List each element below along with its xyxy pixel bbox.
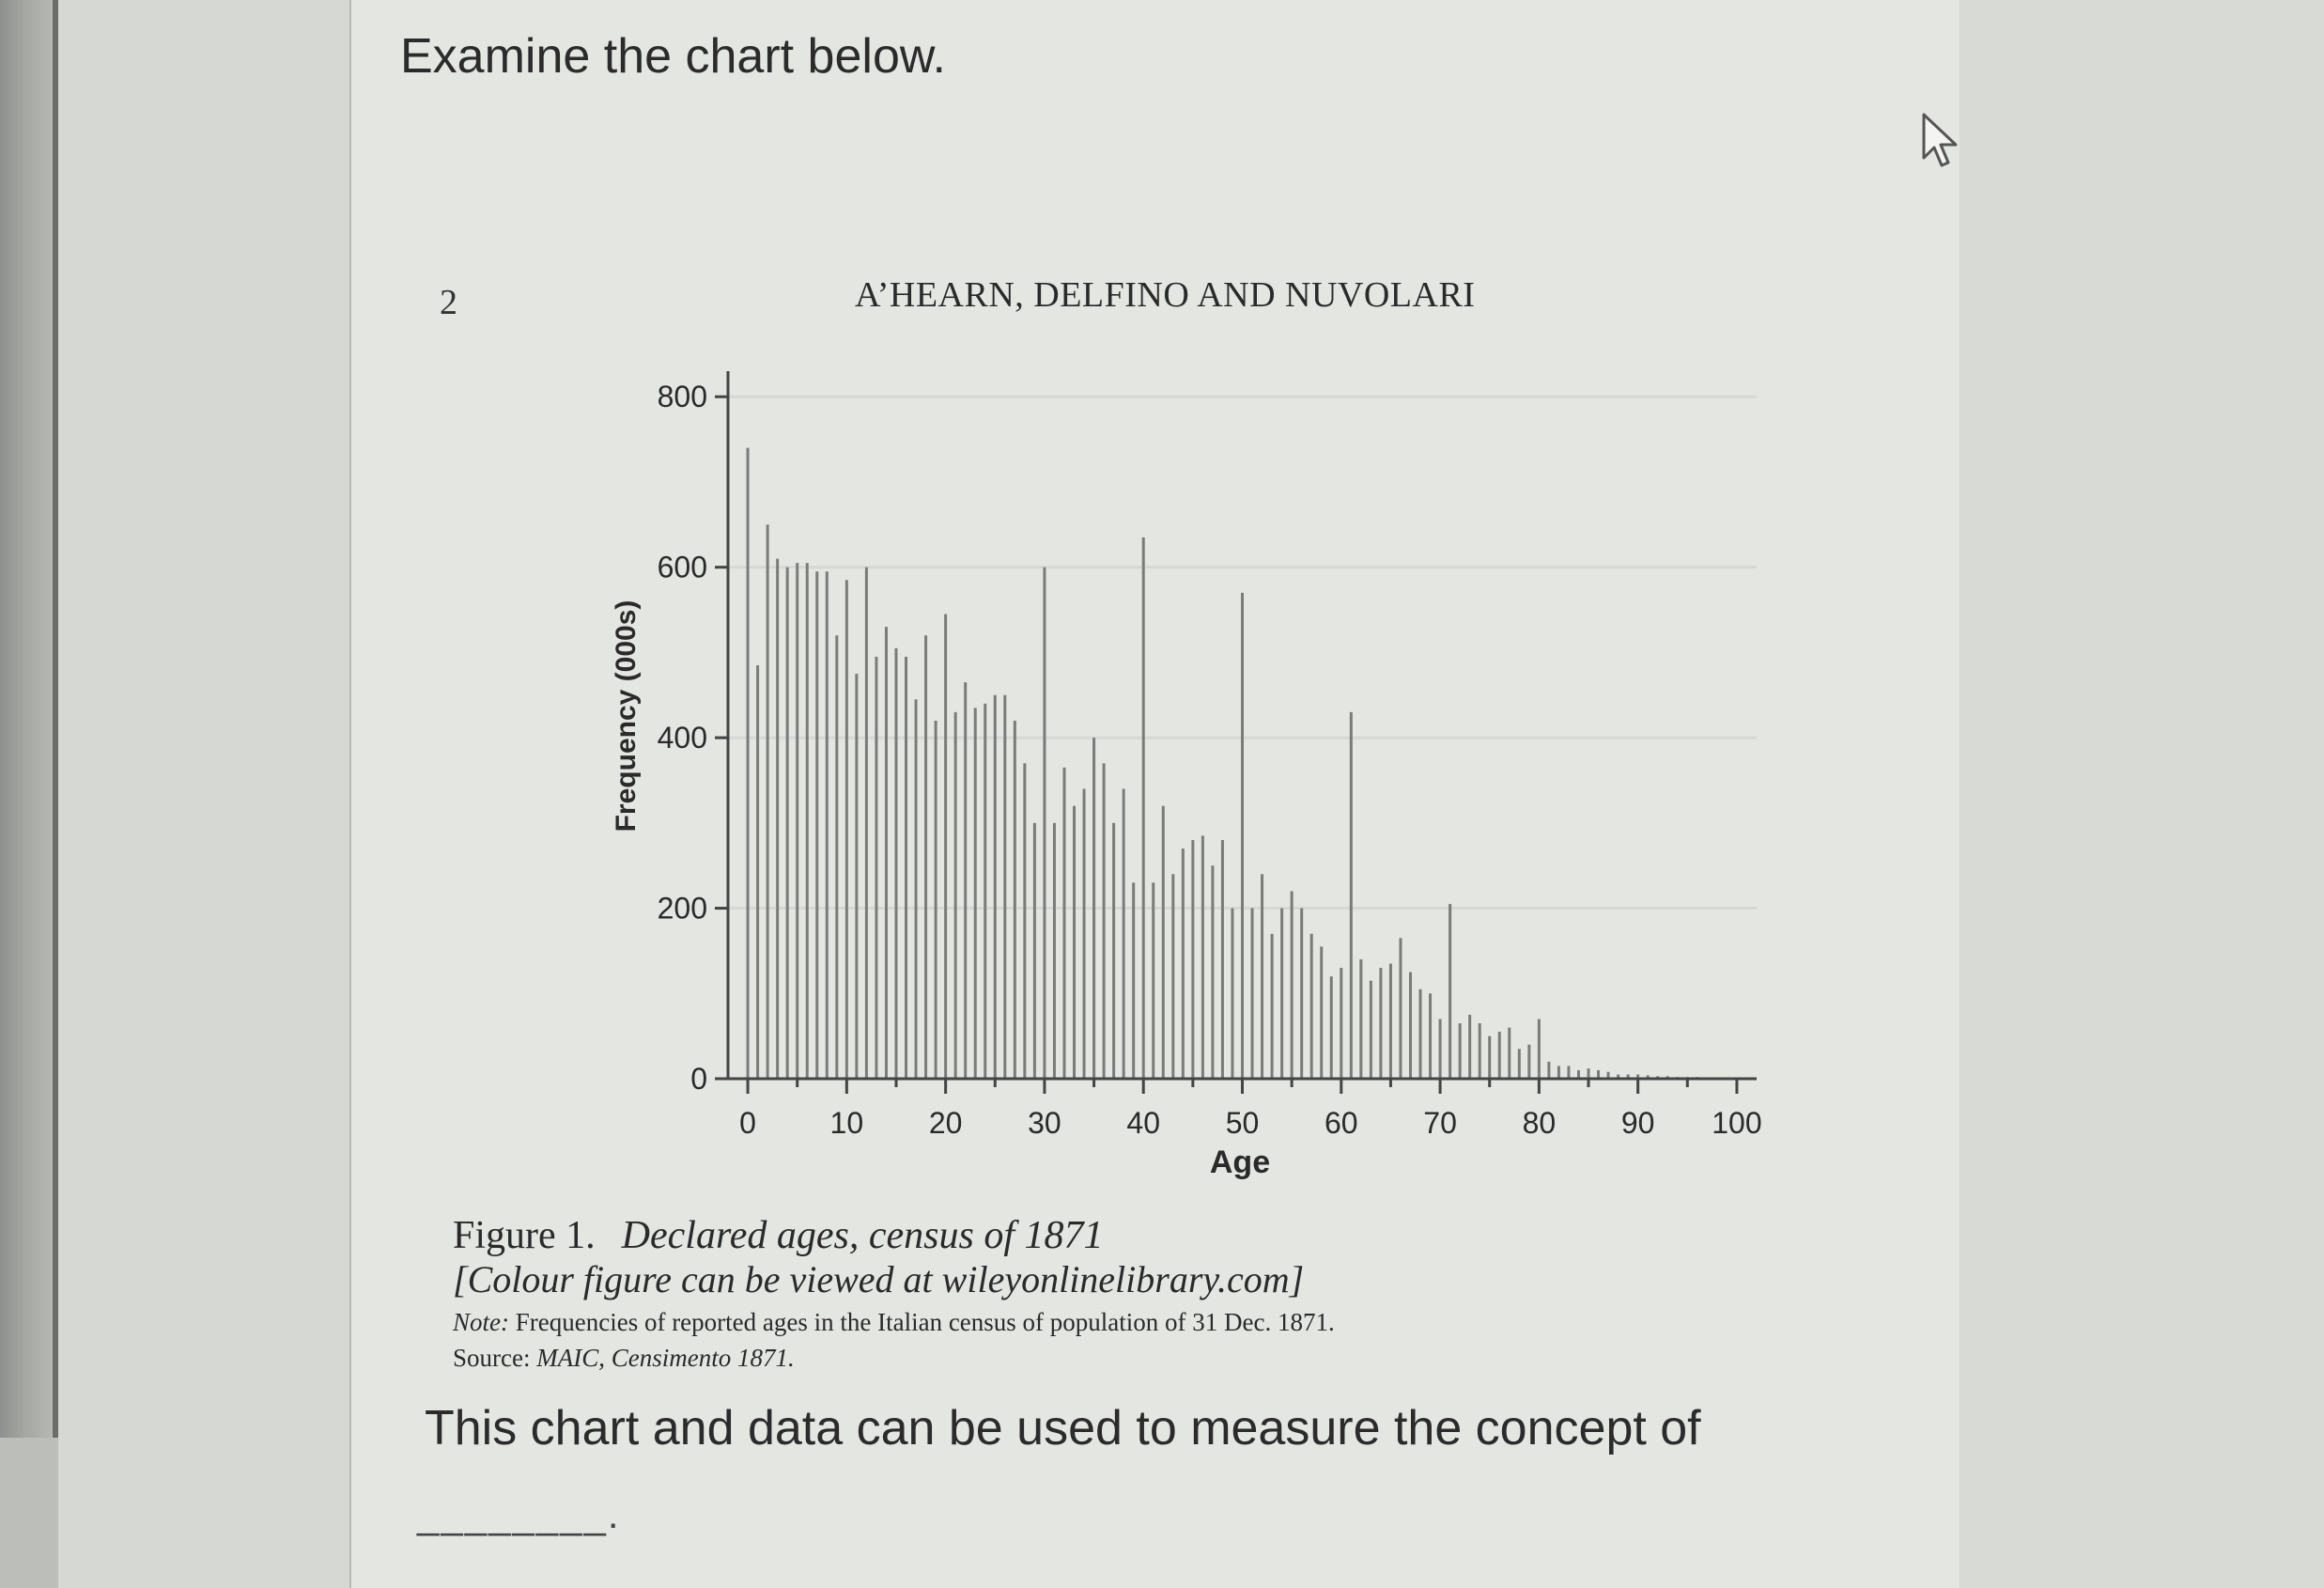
bar xyxy=(1429,993,1432,1079)
bars xyxy=(747,448,1739,1079)
bar xyxy=(1479,1023,1481,1079)
bar xyxy=(776,559,779,1079)
bar xyxy=(1003,695,1006,1079)
y-tick-label: 400 xyxy=(657,721,707,755)
bar xyxy=(1588,1068,1590,1079)
x-tick-label: 80 xyxy=(1522,1106,1557,1140)
running-head: A’HEARN, DELFINO AND NUVOLARI xyxy=(855,275,1476,315)
bar xyxy=(1261,874,1263,1079)
bar xyxy=(905,657,907,1079)
bar xyxy=(1359,959,1362,1079)
bar xyxy=(1459,1023,1462,1079)
figure-caption xyxy=(453,1214,1335,1374)
bar xyxy=(1162,806,1165,1079)
bar xyxy=(1370,981,1372,1079)
bar xyxy=(1350,712,1353,1079)
x-axis-title: Age xyxy=(1209,1144,1271,1180)
bar xyxy=(1567,1066,1570,1079)
axes xyxy=(715,371,1757,1094)
bar xyxy=(747,448,750,1079)
bar xyxy=(865,568,868,1079)
bar xyxy=(815,571,818,1079)
bar xyxy=(1538,1019,1541,1079)
bar xyxy=(1211,865,1214,1079)
bar xyxy=(894,648,897,1079)
bar xyxy=(1300,909,1303,1079)
bar xyxy=(1389,964,1392,1079)
bar xyxy=(1320,946,1323,1079)
bar xyxy=(964,682,967,1079)
bar xyxy=(786,568,789,1079)
bar xyxy=(767,524,769,1079)
bar xyxy=(1092,738,1095,1079)
bar xyxy=(1062,768,1065,1079)
bar xyxy=(984,704,986,1079)
question-prompt: This chart and data can be used to measure the concept of xyxy=(425,1401,1701,1456)
question-heading: Examine the chart below. xyxy=(400,29,946,84)
figure-title: Declared ages, census of 1871 xyxy=(621,1214,1104,1257)
answer-blank: ________. xyxy=(417,1492,621,1536)
bar xyxy=(1142,537,1145,1079)
bar xyxy=(1449,904,1451,1079)
x-tick-label: 70 xyxy=(1423,1106,1457,1140)
bar xyxy=(1251,909,1254,1079)
note-text: Frequencies of reported ages in the Italian census of population of 31 Dec. 1871. xyxy=(515,1308,1335,1336)
bar xyxy=(1103,763,1106,1079)
x-tick-label: 10 xyxy=(829,1106,864,1140)
bar xyxy=(1508,1028,1511,1079)
bar xyxy=(1527,1045,1530,1079)
bar xyxy=(1468,1015,1471,1079)
bar xyxy=(935,721,937,1079)
bar xyxy=(875,657,877,1079)
bar xyxy=(1409,973,1412,1079)
tick-labels xyxy=(658,380,1762,1140)
bar xyxy=(845,580,848,1079)
bar xyxy=(1152,882,1154,1079)
x-tick-label: 90 xyxy=(1620,1106,1655,1140)
bar xyxy=(1241,593,1244,1079)
bar xyxy=(1073,806,1076,1079)
bar xyxy=(1191,840,1194,1079)
bar xyxy=(806,563,809,1079)
bar xyxy=(1201,835,1204,1079)
y-tick-label: 800 xyxy=(657,380,707,414)
bar xyxy=(1439,1019,1442,1079)
mouse-pointer-icon xyxy=(1920,113,1963,176)
page-number: 2 xyxy=(440,283,457,322)
figure-colour-note: [Colour figure can be viewed at wileyonlinelibrary.com] xyxy=(453,1258,1305,1300)
bar xyxy=(826,571,829,1079)
x-tick-label: 50 xyxy=(1225,1106,1260,1140)
bar xyxy=(1171,874,1174,1079)
bar xyxy=(1221,840,1224,1079)
bar xyxy=(1547,1062,1550,1079)
x-tick-label: 30 xyxy=(1028,1106,1061,1140)
bar xyxy=(1053,823,1056,1079)
bar xyxy=(1043,568,1046,1079)
y-axis-title: Frequency (000s) xyxy=(611,599,642,833)
x-tick-label: 20 xyxy=(928,1106,963,1140)
y-tick-label: 600 xyxy=(657,550,707,584)
bar xyxy=(924,635,927,1079)
bar xyxy=(835,635,838,1079)
x-tick-label: 40 xyxy=(1126,1106,1161,1140)
bar xyxy=(796,563,798,1079)
bar xyxy=(1310,934,1313,1079)
bar xyxy=(1271,934,1274,1079)
bar xyxy=(1083,789,1086,1079)
bar xyxy=(1123,789,1125,1079)
bar xyxy=(1291,891,1294,1079)
bar xyxy=(885,627,888,1079)
x-tick-label: 60 xyxy=(1324,1106,1358,1140)
source-text: MAIC, Censimento 1871. xyxy=(536,1344,795,1372)
bar xyxy=(855,674,858,1079)
bar xyxy=(1132,882,1135,1079)
y-tick-label: 0 xyxy=(690,1062,707,1096)
bar xyxy=(1488,1036,1491,1079)
figure-label: Figure 1. xyxy=(453,1214,596,1257)
bar xyxy=(1033,823,1036,1079)
bar xyxy=(1340,968,1342,1079)
bar xyxy=(756,665,759,1079)
y-tick-label: 200 xyxy=(657,891,707,926)
bar xyxy=(1280,909,1283,1079)
bar xyxy=(1518,1049,1521,1079)
bar xyxy=(994,695,997,1079)
note-label: Note: xyxy=(453,1308,509,1336)
bar xyxy=(1419,989,1422,1079)
bar xyxy=(944,615,947,1079)
bar xyxy=(1379,968,1382,1079)
x-tick-label: 0 xyxy=(739,1106,756,1140)
bar xyxy=(974,708,977,1079)
x-tick-label: 100 xyxy=(1712,1106,1762,1140)
bar xyxy=(1498,1032,1501,1079)
bar xyxy=(1399,938,1402,1079)
bar xyxy=(954,712,957,1079)
bar xyxy=(1231,909,1233,1079)
source-label: Source: xyxy=(453,1344,531,1372)
bar xyxy=(1014,721,1016,1079)
bar xyxy=(915,699,918,1079)
bar xyxy=(1182,848,1185,1079)
bar xyxy=(1112,823,1115,1079)
bar xyxy=(1023,763,1026,1079)
bar xyxy=(1330,976,1333,1079)
bar xyxy=(1557,1066,1560,1079)
